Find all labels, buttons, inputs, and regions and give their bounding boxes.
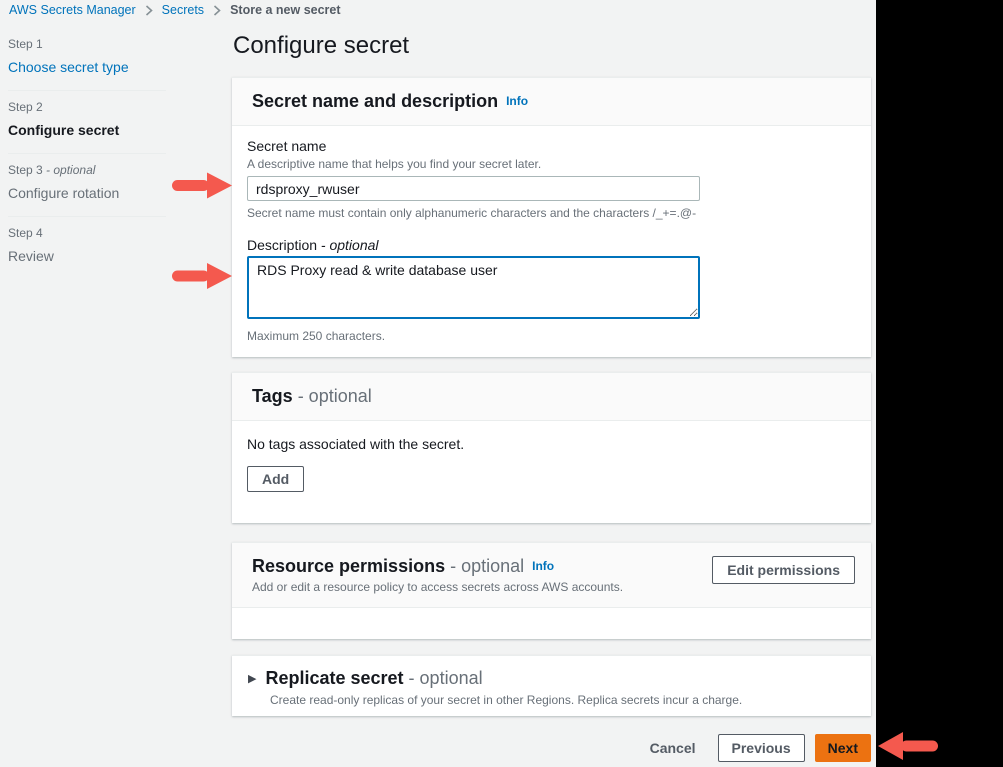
secret-name-constraint: Secret name must contain only alphanumeric characters and the characters /_+=.@- bbox=[247, 206, 697, 220]
wizard-step-configure-rotation: Configure rotation bbox=[8, 185, 120, 201]
breadcrumb-link-secrets-manager[interactable]: AWS Secrets Manager bbox=[9, 3, 136, 17]
expand-triangle-icon[interactable]: ▶ bbox=[248, 673, 257, 685]
replicate-optional-label: - optional bbox=[408, 668, 483, 688]
breadcrumb-chevron-icon bbox=[145, 5, 153, 16]
step-number-label: Step 3 - optional bbox=[8, 163, 96, 177]
secret-card-title: Secret name and description bbox=[252, 91, 499, 111]
wizard-step-3 bbox=[8, 154, 166, 217]
description-textarea[interactable] bbox=[247, 256, 700, 319]
permissions-help-text: Add or edit a resource policy to access secrets across AWS accounts. bbox=[252, 580, 624, 594]
secret-name-description-card bbox=[232, 77, 871, 357]
red-arrow-description-icon bbox=[171, 262, 233, 290]
next-button[interactable]: Next bbox=[815, 734, 871, 762]
wizard-step-review: Review bbox=[8, 248, 54, 264]
replicate-expander[interactable] bbox=[232, 656, 871, 716]
breadcrumb-current: Store a new secret bbox=[230, 3, 341, 17]
step-number-label: Step 1 bbox=[8, 37, 43, 51]
breadcrumb-link-secrets[interactable]: Secrets bbox=[161, 3, 205, 17]
step-number-label: Step 2 bbox=[8, 100, 43, 114]
secret-card-header bbox=[232, 78, 871, 126]
resource-permissions-card bbox=[232, 542, 871, 639]
red-arrow-next-button-icon bbox=[877, 731, 939, 761]
wizard-step-configure-secret: Configure secret bbox=[8, 122, 120, 138]
description-label: Description - optional bbox=[247, 237, 379, 253]
permissions-card-title: Resource permissions bbox=[252, 556, 446, 576]
edit-permissions-button[interactable]: Edit permissions bbox=[712, 556, 855, 584]
breadcrumb-chevron-icon bbox=[213, 5, 221, 16]
replicate-help-text: Create read-only replicas of your secret in other Regions. Replica secrets incur a charge. bbox=[270, 693, 743, 707]
replicate-secret-card bbox=[232, 655, 871, 716]
permissions-card-header bbox=[232, 543, 871, 608]
permissions-info-link[interactable]: Info bbox=[532, 559, 555, 573]
wizard-steps-nav bbox=[8, 28, 166, 279]
add-tag-button[interactable]: Add bbox=[247, 466, 304, 492]
wizard-step-choose-secret-type[interactable]: Choose secret type bbox=[8, 59, 129, 75]
wizard-step-1 bbox=[8, 28, 166, 91]
breadcrumb bbox=[9, 3, 341, 17]
tags-card-title: Tags bbox=[252, 386, 293, 406]
replicate-card-title: Replicate secret bbox=[265, 668, 404, 688]
tags-card-body bbox=[232, 421, 871, 507]
tags-card bbox=[232, 372, 871, 523]
wizard-step-4 bbox=[8, 217, 166, 279]
tags-empty-text: No tags associated with the secret. bbox=[247, 436, 465, 452]
step-number-label: Step 4 bbox=[8, 226, 43, 240]
secret-name-label: Secret name bbox=[247, 138, 327, 154]
wizard-step-2 bbox=[8, 91, 166, 154]
permissions-optional-label: - optional bbox=[450, 556, 525, 576]
tags-optional-label: - optional bbox=[297, 386, 372, 406]
secret-name-help: A descriptive name that helps you find your secret later. bbox=[247, 157, 542, 171]
secret-card-body bbox=[232, 126, 871, 355]
description-help: Maximum 250 characters. bbox=[247, 329, 386, 343]
secret-name-input[interactable] bbox=[247, 176, 700, 201]
tags-card-header bbox=[232, 373, 871, 421]
page-title: Configure secret bbox=[233, 32, 410, 59]
previous-button[interactable]: Previous bbox=[718, 734, 805, 762]
secret-info-link[interactable]: Info bbox=[506, 94, 529, 108]
wizard-footer-actions bbox=[232, 733, 871, 763]
cancel-button[interactable]: Cancel bbox=[649, 740, 696, 756]
red-arrow-secret-name-icon bbox=[171, 172, 233, 199]
